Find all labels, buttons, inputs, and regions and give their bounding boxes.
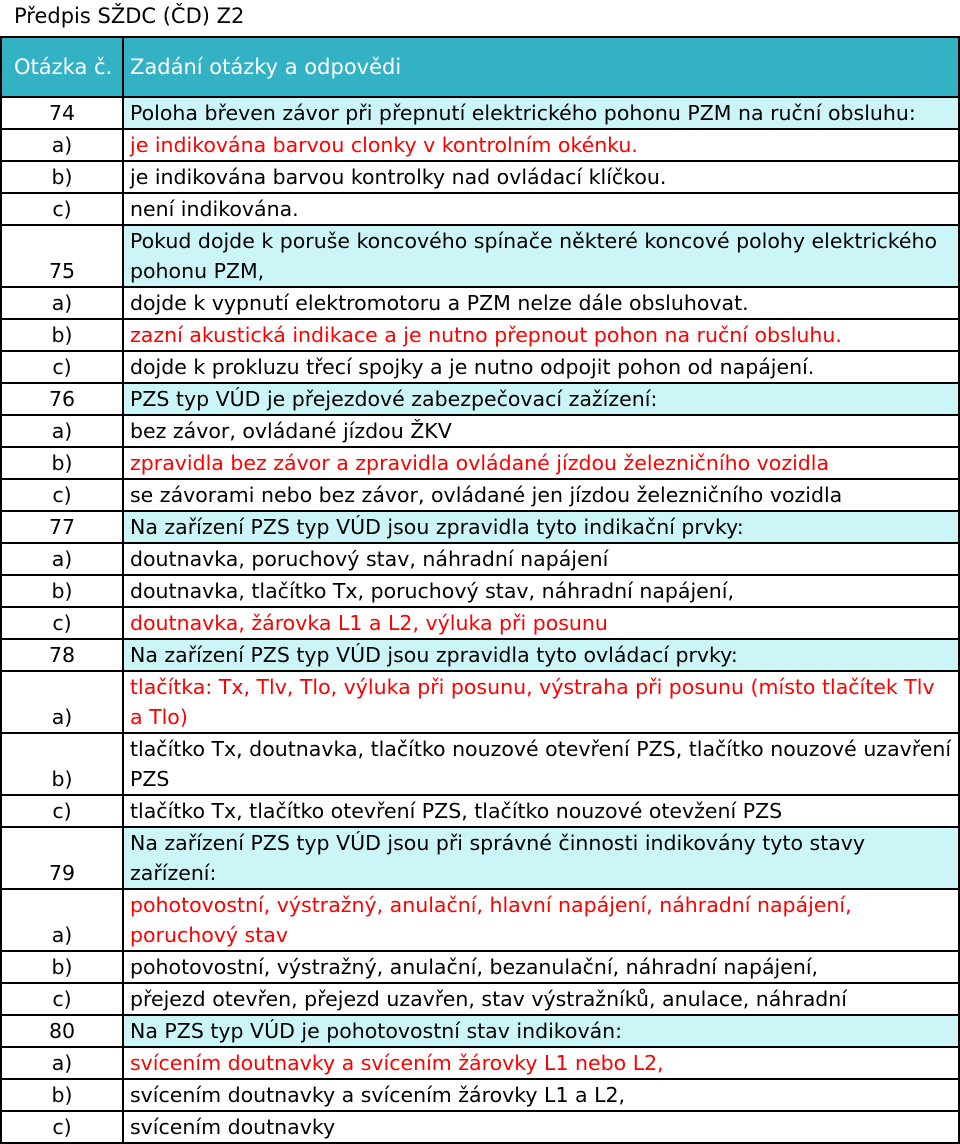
answer-text: bez závor, ovládané jízdou ŽKV — [123, 415, 959, 447]
question-text: Pokud dojde k poruše koncového spínače některé koncové polohy elektrického pohonu PZM, — [123, 225, 959, 287]
correct-answer-text: zazní akustická indikace a je nutno přepnout pohon na ruční obsluhu. — [123, 319, 959, 351]
answer-row — [1, 671, 959, 733]
correct-answer-text: je indikována barvou clonky v kontrolním okénku. — [123, 129, 959, 161]
question-row — [1, 827, 959, 889]
answer-letter: c) — [1, 351, 123, 383]
document-title: Předpis SŽDC (ČD) Z2 — [14, 4, 245, 28]
answer-row — [1, 1111, 959, 1143]
answer-text: se závorami nebo bez závor, ovládané jen jízdou železničního vozidla — [123, 479, 959, 511]
answer-text: pohotovostní, výstražný, anulační, bezanulační, náhradní napájení, — [123, 951, 959, 983]
answer-row — [1, 193, 959, 225]
answer-letter: a) — [1, 543, 123, 575]
answer-letter: a) — [1, 671, 123, 733]
answer-letter: c) — [1, 1111, 123, 1143]
answer-letter: a) — [1, 415, 123, 447]
answer-letter: b) — [1, 161, 123, 193]
answer-text: doutnavka, tlačítko Tx, poruchový stav, náhradní napájení, — [123, 575, 959, 607]
correct-answer-text: doutnavka, žárovka L1 a L2, výluka při posunu — [123, 607, 959, 639]
answer-letter: a) — [1, 889, 123, 951]
answer-letter: b) — [1, 319, 123, 351]
answer-row — [1, 479, 959, 511]
correct-answer-text: pohotovostní, výstražný, anulační, hlavní napájení, náhradní napájení, poruchový stav — [123, 889, 959, 951]
question-text: Na PZS typ VÚD je pohotovostní stav indikován: — [123, 1015, 959, 1047]
question-number: 76 — [1, 383, 123, 415]
answer-row — [1, 447, 959, 479]
question-text: Na zařízení PZS typ VÚD jsou zpravidla tyto indikační prvky: — [123, 511, 959, 543]
answer-letter: b) — [1, 575, 123, 607]
question-number: 77 — [1, 511, 123, 543]
answer-text: je indikována barvou kontrolky nad ovládací klíčkou. — [123, 161, 959, 193]
question-row — [1, 97, 959, 129]
answer-row — [1, 543, 959, 575]
answer-letter: c) — [1, 983, 123, 1015]
question-number: 78 — [1, 639, 123, 671]
answer-row — [1, 1047, 959, 1079]
answer-text: není indikována. — [123, 193, 959, 225]
answer-text: svícením doutnavky — [123, 1111, 959, 1143]
answer-letter: a) — [1, 287, 123, 319]
question-row — [1, 511, 959, 543]
question-text: Poloha břeven závor při přepnutí elektrického pohonu PZM na ruční obsluhu: — [123, 97, 959, 129]
question-row — [1, 225, 959, 287]
answer-row — [1, 983, 959, 1015]
correct-answer-text: tlačítka: Tx, Tlv, Tlo, výluka při posunu, výstraha při posunu (místo tlačítek Tlv a Tlo) — [123, 671, 959, 733]
answer-text: tlačítko Tx, tlačítko otevření PZS, tlačítko nouzové otevžení PZS — [123, 795, 959, 827]
question-number: 80 — [1, 1015, 123, 1047]
answer-letter: c) — [1, 479, 123, 511]
answer-text: tlačítko Tx, doutnavka, tlačítko nouzové otevření PZS, tlačítko nouzové uzavření PZS — [123, 733, 959, 795]
question-text: Na zařízení PZS typ VÚD jsou zpravidla tyto ovládací prvky: — [123, 639, 959, 671]
answer-letter: c) — [1, 795, 123, 827]
question-text: Na zařízení PZS typ VÚD jsou při správné činnosti indikovány tyto stavy zařízení: — [123, 827, 959, 889]
answer-letter: b) — [1, 1079, 123, 1111]
question-row — [1, 639, 959, 671]
answer-text: svícením doutnavky a svícením žárovky L1 a L2, — [123, 1079, 959, 1111]
question-row — [1, 1015, 959, 1047]
answer-text: doutnavka, poruchový stav, náhradní napájení — [123, 543, 959, 575]
answer-row — [1, 733, 959, 795]
answer-letter: b) — [1, 733, 123, 795]
questions-table — [0, 36, 960, 1144]
answer-text: přejezd otevřen, přejezd uzavřen, stav výstražníků, anulace, náhradní — [123, 983, 959, 1015]
answer-row — [1, 607, 959, 639]
answer-letter: a) — [1, 129, 123, 161]
table-header-row — [1, 37, 959, 97]
answer-row — [1, 129, 959, 161]
answer-row — [1, 415, 959, 447]
question-number: 74 — [1, 97, 123, 129]
answer-letter: c) — [1, 607, 123, 639]
answer-text: dojde k vypnutí elektromotoru a PZM nelze dále obsluhovat. — [123, 287, 959, 319]
answer-letter: b) — [1, 951, 123, 983]
question-number: 75 — [1, 225, 123, 287]
answer-row — [1, 161, 959, 193]
answer-row — [1, 351, 959, 383]
answer-row — [1, 1079, 959, 1111]
answer-text: dojde k prokluzu třecí spojky a je nutno odpojit pohon od napájení. — [123, 351, 959, 383]
answer-letter: a) — [1, 1047, 123, 1079]
answer-letter: b) — [1, 447, 123, 479]
header-question-number: Otázka č. — [1, 37, 123, 97]
question-text: PZS typ VÚD je přejezdové zabezpečovací zažízení: — [123, 383, 959, 415]
answer-row — [1, 951, 959, 983]
correct-answer-text: svícením doutnavky a svícením žárovky L1 nebo L2, — [123, 1047, 959, 1079]
answer-row — [1, 319, 959, 351]
answer-row — [1, 795, 959, 827]
answer-letter: c) — [1, 193, 123, 225]
question-row — [1, 383, 959, 415]
header-question-text: Zadání otázky a odpovědi — [123, 37, 959, 97]
answer-row — [1, 287, 959, 319]
answer-row — [1, 575, 959, 607]
answer-row — [1, 889, 959, 951]
question-number: 79 — [1, 827, 123, 889]
correct-answer-text: zpravidla bez závor a zpravidla ovládané jízdou železničního vozidla — [123, 447, 959, 479]
